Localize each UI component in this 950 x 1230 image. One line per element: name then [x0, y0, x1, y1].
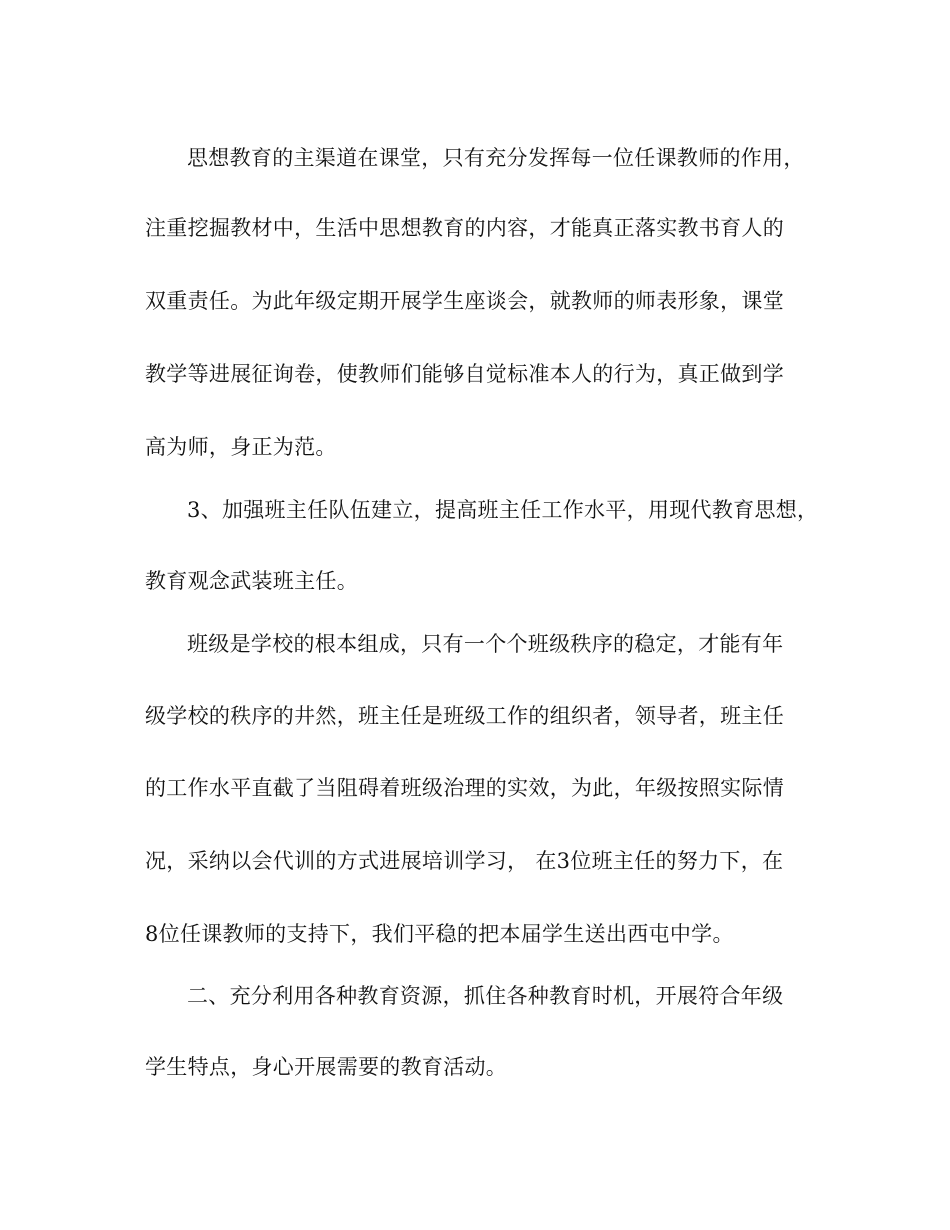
paragraph-line: 的工作水平直截了当阻碍着班级治理的实效，为此，年级按照实际情 [145, 776, 784, 800]
paragraph-line: 注重挖掘教材中，生活中思想教育的内容，才能真正落实教书育人的 [145, 216, 784, 240]
paragraph-line: 思想教育的主渠道在课堂，只有充分发挥每一位任课教师的作用， [187, 146, 805, 170]
paragraph-line: 级学校的秩序的井然，班主任是班级工作的组织者，领导者，班主任 [145, 704, 784, 728]
paragraph-line: 高为师，身正为范。 [145, 435, 337, 459]
paragraph-line: 3、加强班主任队伍建立，提高班主任工作水平，用现代教育思想， [187, 498, 819, 522]
paragraph-line: 教育观念武装班主任。 [145, 569, 358, 593]
paragraph-line: 况，采纳以会代训的方式进展培训学习， 在3位班主任的努力下，在 [145, 849, 784, 873]
paragraph-line: 8位任课教师的支持下，我们平稳的把本届学生送出西屯中学。 [145, 922, 734, 946]
paragraph-line: 双重责任。为此年级定期开展学生座谈会，就教师的师表形象，课堂 [145, 289, 784, 313]
paragraph-line: 二、充分利用各种教育资源，抓住各种教育时机，开展符合年级 [187, 984, 784, 1008]
paragraph-line: 教学等进展征询卷，使教师们能够自觉标准本人的行为，真正做到学 [145, 362, 784, 386]
paragraph-line: 学生特点，身心开展需要的教育活动。 [145, 1055, 508, 1079]
paragraph-line: 班级是学校的根本组成，只有一个个班级秩序的稳定，才能有年 [187, 632, 784, 656]
